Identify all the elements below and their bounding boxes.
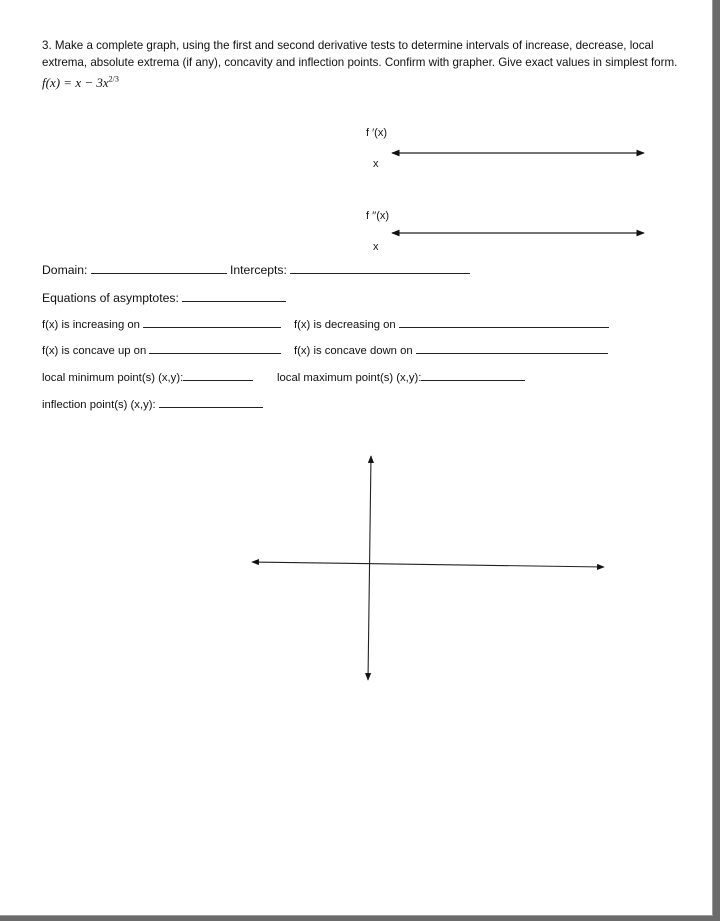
y-axis[interactable] xyxy=(368,456,371,680)
first-chart-x-label: x xyxy=(373,158,379,170)
asymptotes-field[interactable]: Equations of asymptotes: xyxy=(42,291,286,305)
concave-up-field[interactable]: f(x) is concave up on xyxy=(42,345,281,357)
function-expression: $f(x) = x - 3x^{2/3}$ xyxy=(42,75,119,91)
decreasing-field[interactable]: f(x) is decreasing on xyxy=(294,319,609,331)
intercepts-field[interactable]: Intercepts: xyxy=(230,263,470,277)
local-max-field[interactable]: local maximum point(s) (x,y): xyxy=(277,372,525,384)
domain-field[interactable]: Domain: xyxy=(42,263,227,277)
problem-text: 3. Make a complete graph, using the first and second derivative tests to determine intervals of increase, decrease, local extrema, absolute extrema (if any), concavity and inflection points. Confirm with grapher. Give exact values in simplest form. xyxy=(42,39,678,69)
inflection-field[interactable]: inflection point(s) (x,y): xyxy=(42,399,263,411)
function-exponent: 2/3 xyxy=(108,75,119,84)
first-derivative-label: f ′(x) xyxy=(366,127,388,139)
concave-down-field[interactable]: f(x) is concave down on xyxy=(294,345,608,357)
x-axis[interactable] xyxy=(252,562,604,567)
second-derivative-label: f ′′(x) xyxy=(366,210,390,222)
increasing-field[interactable]: f(x) is increasing on xyxy=(42,319,281,331)
second-chart-x-label: x xyxy=(373,241,379,253)
local-min-field[interactable]: local minimum point(s) (x,y): xyxy=(42,372,253,384)
